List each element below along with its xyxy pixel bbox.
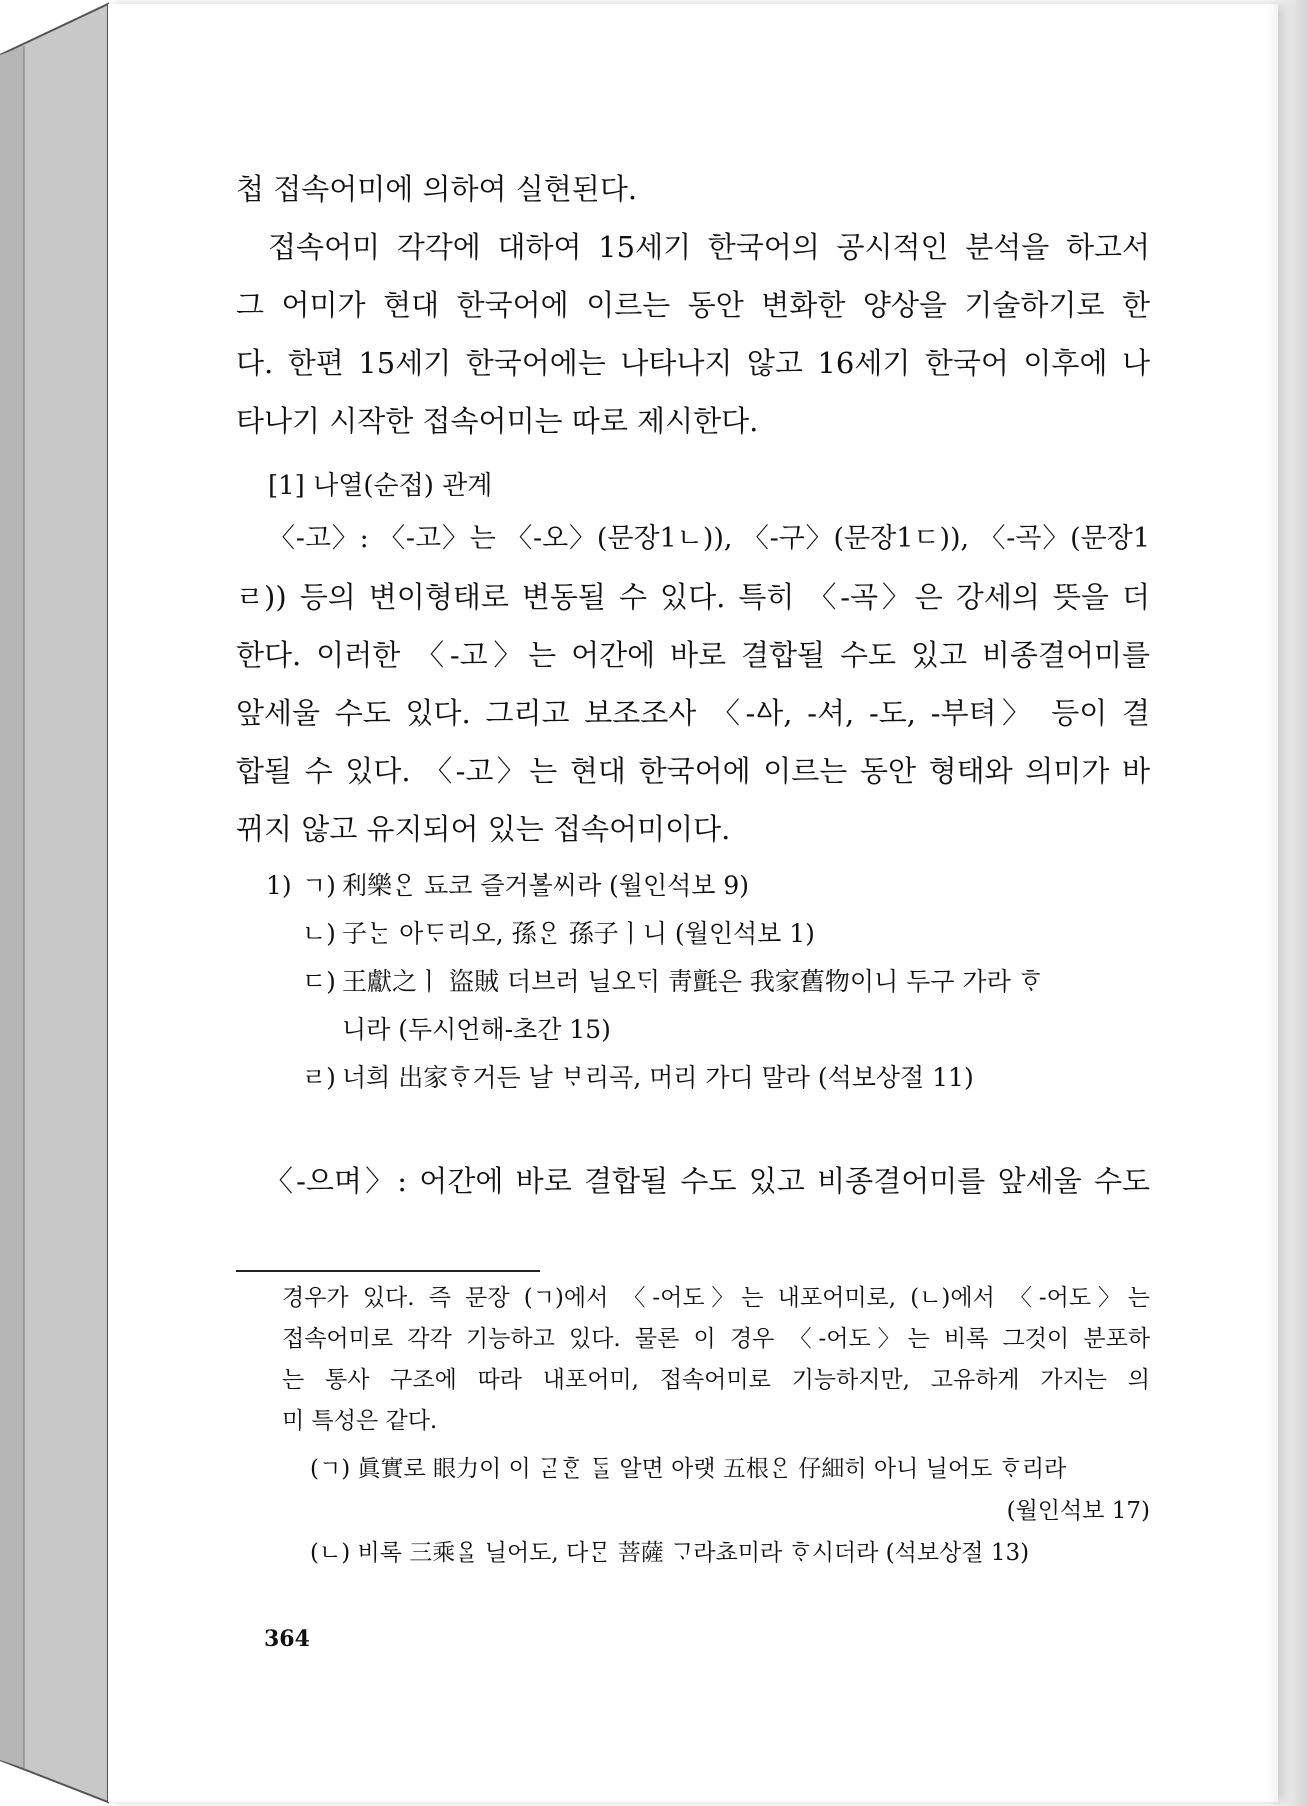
example-mark: ㄴ): [302, 919, 336, 948]
go-paragraph: [236, 510, 1150, 858]
footnote-line: 경우가 있다. 즉 문장 (ㄱ)에서 〈-어도〉는 내포어미로, (ㄴ)에서 〈-어도〉는: [282, 1285, 1150, 1311]
example-mark: ㄹ): [302, 1063, 336, 1092]
intro-paragraph: [236, 160, 1150, 450]
footnote-example-source: (월인석보 17): [1006, 1498, 1150, 1524]
footnote-line: 미 특성은 같다.: [282, 1408, 438, 1434]
example-number: 1): [266, 871, 292, 900]
example-item: [266, 958, 1156, 1006]
body-line: 첩 접속어미에 의하여 실현된다.: [236, 172, 638, 206]
footnote: [282, 1278, 1150, 1442]
example-item: [266, 910, 1156, 958]
examples-list: [266, 862, 1156, 1102]
example-text: 子ᄂᆞᆫ 아ᄃᆞ리오, 孫ᄋᆞᆫ 孫子ㅣ니 (월인석보 1): [342, 919, 815, 948]
example-item: [266, 1006, 1156, 1054]
body-line: 접속어미 각각에 대하여 15세기 한국어의 공시적인 분석을 하고서: [268, 230, 1150, 264]
example-text: 王獻之ㅣ 盜賊 더브러 닐오ᄃᆡ 靑氈은 我家舊物이니 두구 가라 ᄒᆞ: [342, 967, 1043, 996]
footnote-line: 는 통사 구조에 따라 내포어미, 접속어미로 기능하지만, 고유하게 가지는 의: [282, 1367, 1150, 1393]
footnote-example: (ㄴ) 비록 三乘ᄋᆞᆯ 닐어도, 다ᄆᆞᆫ 菩薩 ᄀᆞ라쵸미라 ᄒᆞ시더라 (석보상절 13): [310, 1540, 1030, 1566]
body-line: 뀌지 않고 유지되어 있는 접속어미이다.: [236, 812, 731, 846]
body-line: 〈-으며〉: 어간에 바로 결합될 수도 있고 비종결어미를 앞세울 수도: [264, 1164, 1150, 1198]
body-line: ㄹ)) 등의 변이형태로 변동될 수 있다. 특히 〈-곡〉은 강세의 뜻을 더: [236, 580, 1150, 614]
footnote-example: (ㄱ) 眞實로 眼力이 이 ᄀᆞᆮᄒᆞᆫ ᄃᆞᆯ 알면 아랫 五根ᄋᆞᆫ 仔細히 아니 닐어도 ᄒᆞ리라: [310, 1456, 1067, 1482]
body-line: 한다. 이러한 〈-고〉는 어간에 바로 결합될 수도 있고 비종결어미를: [236, 638, 1150, 672]
section-heading: [1] 나열(순접) 관계: [268, 471, 493, 501]
example-item: [266, 862, 1156, 910]
body-line: 〈-고〉: 〈-고〉는 〈-오〉(문장1ㄴ)), 〈-구〉(문장1ㄷ)), 〈-곡〉(문장1: [268, 523, 1150, 554]
body-line: 타나기 시작한 접속어미는 따로 제시한다.: [236, 404, 759, 438]
body-line: 앞세울 수도 있다. 그리고 보조조사 〈-ᅀᅡ, -셔, -도, -부텨〉 등이 결: [236, 696, 1150, 730]
footnote-examples: [310, 1448, 1150, 1574]
body-line: 다. 한편 15세기 한국어에는 나타나지 않고 16세기 한국어 이후에 나: [236, 346, 1150, 380]
body-line: 그 어미가 현대 한국어에 이르는 동안 변화한 양상을 기술하기로 한: [236, 288, 1150, 322]
example-mark: ㄷ): [302, 967, 336, 996]
page-edge-shadow: [1267, 0, 1307, 1806]
footnote-divider: [236, 1270, 540, 1272]
footnote-line: 접속어미로 각각 기능하고 있다. 물론 이 경우 〈-어도〉는 비록 그것이 분포하: [282, 1326, 1150, 1352]
example-mark: ㄱ): [302, 871, 336, 900]
page-number: 364: [264, 1626, 310, 1652]
example-item: [266, 1054, 1156, 1102]
section-heading-block: [236, 466, 1150, 506]
example-text: 너희 出家ᄒᆞ거든 날 ᄇᆞ리곡, 머리 가디 말라 (석보상절 11): [342, 1063, 974, 1092]
example-text: 니라 (두시언해-초간 15): [342, 1015, 611, 1044]
body-line: 합될 수 있다. 〈-고〉는 현대 한국어에 이르는 동안 형태와 의미가 바: [236, 754, 1150, 788]
example-text: 利樂ᄋᆞᆫ 됴코 즐거ᄫᅳᆯ씨라 (월인석보 9): [342, 871, 750, 900]
eumyeo-paragraph: [264, 1152, 1150, 1210]
